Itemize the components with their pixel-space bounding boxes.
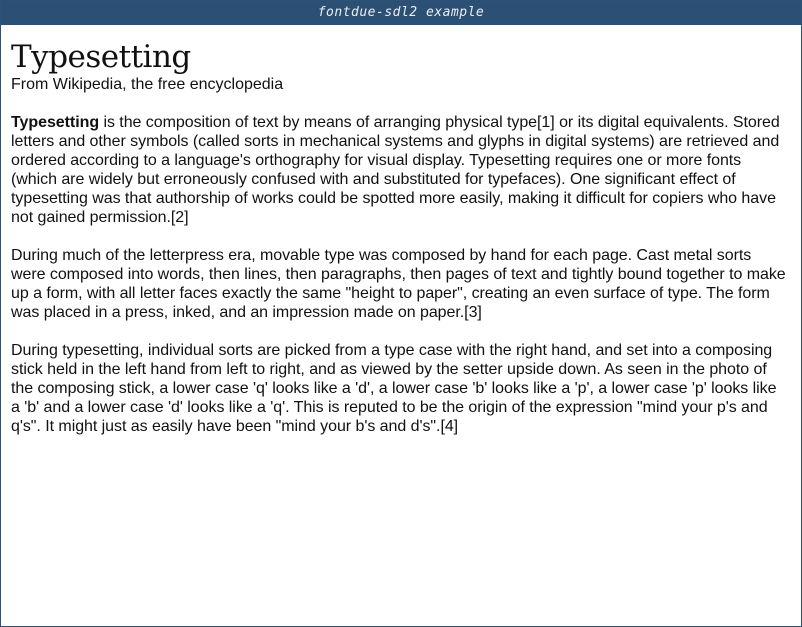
article-content — [1, 25, 801, 436]
page-title: Typesetting — [11, 39, 191, 75]
paragraph-1-text: is the composition of text by means of arranging physical type[1] or its digital equivalents. Stored letters and other symbols (called sorts in mechanical systems and glyphs in digital systems) are retrieved and ordered according to a language's orthography for visual display. Typesetting requires one or more fonts (which are widely but erroneously confused with and substituted for typefaces). One significant effect of typesetting was that authorship of works could be spotted more easily, making it difficult for copiers who have not gained permission.[2] — [11, 114, 780, 226]
paragraph-1-lead: Typesetting — [11, 114, 100, 131]
paragraph-1 — [11, 113, 789, 227]
window-titlebar[interactable] — [1, 1, 801, 25]
page-subtitle: From Wikipedia, the free encyclopedia — [11, 76, 284, 93]
paragraph-2: During much of the letterpress era, movable type was composed by hand for each page. Cast metal sorts were composed into words, then lines, then paragraphs, then pages of text and tightly bound together to make up a form, with all letter faces exactly the same "height to paper", creating an even surface of type. The form was placed in a press, inked, and an impression made on paper.[3] — [11, 247, 786, 321]
paragraph-3: During typesetting, individual sorts are picked from a type case with the right hand, and set into a composing stick held in the left hand from left to right, and as viewed by the setter upside down. As seen in the photo of the composing stick, a lower case 'q' looks like a 'd', a lower case 'b' looks like a 'p', a lower case 'p' looks like a 'b' and a lower case 'd' looks like a 'q'. This is reputed to be the origin of the expression "mind your p's and q's". It might just as easily have been "mind your b's and d's".[4] — [11, 342, 777, 435]
window-title: fontdue-sdl2 example — [317, 5, 485, 20]
